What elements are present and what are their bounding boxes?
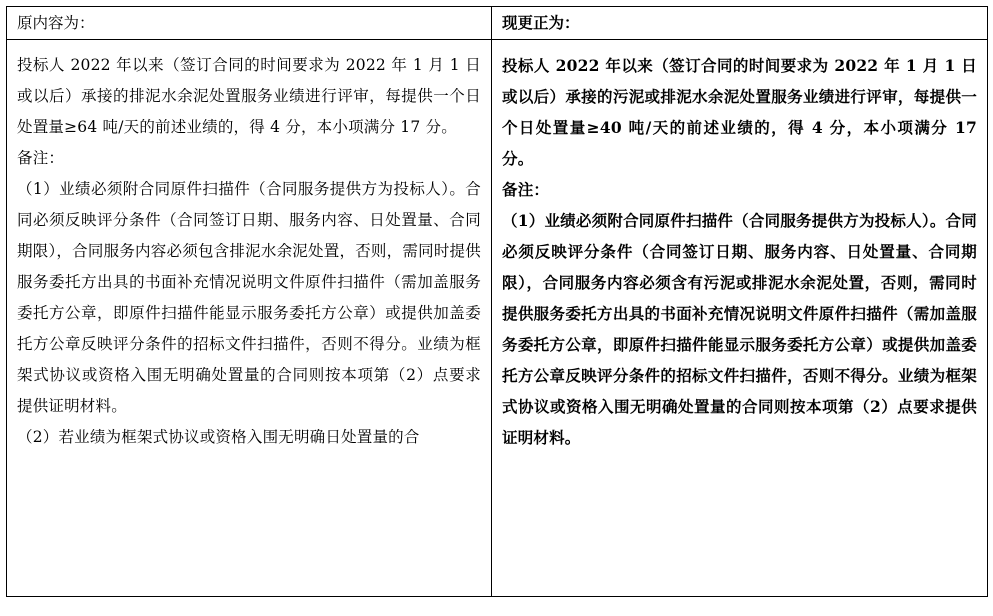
revised-paragraph-2: 备注： bbox=[502, 180, 550, 199]
header-label-revised: 现更正为： bbox=[502, 13, 580, 32]
revised-paragraph-3: （1）业绩必须附合同原件扫描件（合同服务提供方为投标人）。合同必须反映评分条件（合同签订日期、服务内容、日处置量、合同期限），合同服务内容必须含有污泥或排泥水余泥处置，否则，需同时提供服务委托方出具的书面补充情况说明文件原件扫描件（需加盖服务委托方公章，即原件扫描件能显示服务委托方公章）或提供加盖委托方公章反映评分条件的招标文件扫描件，否则不得分。业绩为框架式协议或资格入围无明确处置量的合同则按本项第（2）点要求提供证明材料。 bbox=[502, 211, 977, 447]
table-header-row bbox=[7, 7, 988, 40]
table-row bbox=[7, 40, 988, 597]
header-label-original: 原内容为： bbox=[17, 14, 95, 32]
original-paragraph-2: 备注： bbox=[17, 149, 65, 167]
comparison-table bbox=[6, 6, 988, 597]
header-cell-revised bbox=[492, 7, 988, 40]
original-paragraph-1: 投标人 2022 年以来（签订合同的时间要求为 2022 年 1 月 1 日或以后）承接的排泥水余泥处置服务业绩进行评审，每提供一个日处置量≥64 吨/天的前述业绩的，得 4 分，本小项满分 17 分。 bbox=[17, 56, 481, 136]
header-cell-original bbox=[7, 7, 492, 40]
revised-content bbox=[492, 40, 987, 461]
content-cell-revised bbox=[492, 40, 988, 597]
original-paragraph-4: （2）若业绩为框架式协议或资格入围无明确日处置量的合 bbox=[17, 428, 420, 446]
revised-paragraph-1: 投标人 2022 年以来（签订合同的时间要求为 2022 年 1 月 1 日或以后）承接的污泥或排泥水余泥处置服务业绩进行评审，每提供一个日处置量≥40 吨/天的前述业绩的，得 4 分，本小项满分 17 分。 bbox=[502, 56, 977, 168]
original-paragraph-3: （1）业绩必须附合同原件扫描件（合同服务提供方为投标人）。合同必须反映评分条件（合同签订日期、服务内容、日处置量、合同期限），合同服务内容必须包含排泥水余泥处置，否则，需同时提供服务委托方出具的书面补充情况说明文件原件扫描件（需加盖服务委托方公章，即原件扫描件能显示服务委托方公章）或提供加盖委托方公章反映评分条件的招标文件扫描件，否则不得分。业绩为框架式协议或资格入围无明确处置量的合同则按本项第（2）点要求提供证明材料。 bbox=[17, 180, 481, 415]
original-content bbox=[7, 40, 491, 461]
content-cell-original bbox=[7, 40, 492, 597]
